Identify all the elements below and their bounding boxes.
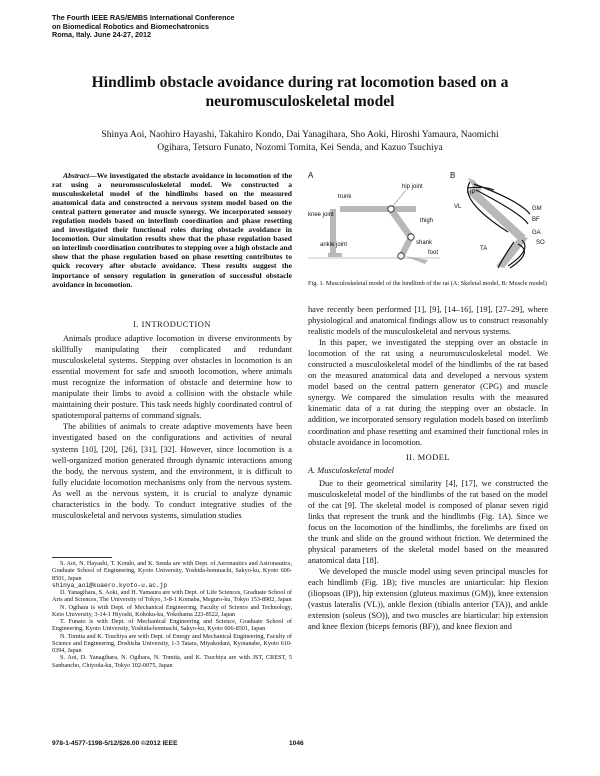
figure-caption: Fig. 1. Musculoskeletal model of the hindlimb of the rat (A: Skeletal model, B: Muscle model): [308, 280, 547, 287]
label-hip-joint: hip joint: [402, 184, 423, 190]
label-knee-joint: knee joint: [308, 212, 334, 218]
paragraph: We developed the muscle model using seven principal muscles for each hindlimb (Fig. 1B); five muscles are uniarticular: hip flexion (iliopsoas (IP)), hip extension (gluteus maximus (GM)), knee extension (vastus lateralis (VL)), ankle flexion (tibialis anterior (TA)), and ankle extension (soleus (SO)), and two muscles are biarticular: hip extension and knee flexion (biceps femoris (BF)), and knee flexion and: [308, 567, 548, 632]
figure-musculoskeletal-model: [308, 170, 548, 274]
abstract-text: —We investigated the obstacle avoidance in locomotion of the rat using a neuromusculoskeletal model. We constructed a musculoskeletal model of the hindlimbs based on the measured anatomical data and constructed a nervous system model based on the central pattern generator and muscle synergy. We incorporated sensory regulation models based on interlimb coordination and phase resetting and investigated their functional roles during obstacle avoidance in locomotion. Our simulation results show that the phase regulation based on interlimb coordination contributes to stepping over a high obstacle and show that the phase regulation based on phase resetting contributes to quick recovery after obstacle avoidance. These results suggest the importance of sensory regulation in generation of successful obstacle avoidance in locomotion.: [52, 171, 292, 289]
label-ip: IP: [470, 190, 476, 196]
footnote: S. Aoi, N. Hayashi, T. Kondo, and K. Senda are with Dept. of Aeronautics and Astronautics, Graduate School of Engineering, Kyoto University, Yoshida-honmachi, Sakyo-ku, Kyoto 606-8501, Japan shinya_aoi@kuaero.kyoto-u.ac.jp: [52, 560, 292, 589]
paragraph: Animals produce adaptive locomotion in diverse environments by skillfully manipulating their complicated and redundant musculoskeletal systems. Stepping over obstacles in locomotion is an essential movement for safe and smooth locomotion, where animals must recognize the information of obstacle and determine how to manipulate their limbs to avoid a collision with the obstacle while maintaining their posture. This task needs highly coordinated control of spatiotemporal patterns of command signals.: [52, 334, 292, 421]
conference-location: Roma, Italy. June 24-27, 2012: [52, 30, 151, 40]
footnote-divider: [52, 557, 112, 558]
page-number: 1046: [289, 740, 304, 747]
abstract-lead: Abstract: [63, 171, 90, 180]
label-ga: GA: [532, 230, 541, 236]
footnote: N. Ogihara is with Dept. of Mechanical Engineering, Faculty of Science and Technology, Keio University, 3-14-1 Hiyoshi, Kohoku-ku, Yokohama 223-8522, Japan: [52, 603, 292, 618]
forelimb-foot: [328, 253, 342, 257]
introduction-section: [52, 319, 292, 521]
footnote: S. Aoi, D. Yanagihara, N. Ogihara, N. Tomita, and K. Tsuchiya are with JST, CREST, 5 Sanbancho, Chiyoda-ku, Tokyo 102-0075, Japan: [52, 654, 292, 669]
label-foot: foot: [428, 250, 439, 256]
paragraph: Due to their geometrical similarity [4], [17], we constructed the musculoskeletal model of the hindlimbs of the rat based on the model of the cat [9]. The skeletal model is composed of planar seven rigid links that represent the trunk and the hindlimbs (Fig. 1A). Since we focus on the locomotion of the hindlimbs, the forelimbs are fixed on the trunk and slide on the ground without friction. We determined the physical parameters of the skeletal model based on the measured anatomical data [18].: [308, 478, 548, 566]
label-thigh: thigh: [420, 218, 434, 224]
label-bf: BF: [532, 217, 540, 223]
paper-title: [52, 73, 548, 111]
conference-line: The Fourth IEEE RAS/EMBS International Conference: [52, 13, 235, 22]
panel-label-a: A: [308, 171, 314, 180]
right-column: [308, 304, 548, 632]
footnote: N. Tomita and K. Tsuchiya are with Dept. of Energy and Mechanical Engineering, Faculty of Science and Engineering, Doshisha University, 1-3 Tatara, Miyakodani, Kyotanabe, Kyoto 610-0394, Japan: [52, 632, 292, 654]
label-shank: shank: [416, 240, 433, 246]
trunk-link: [340, 206, 416, 212]
paragraph: have recently been performed [1], [9], [14–16], [19], [27–29], where physiological and anatomical findings allow us to construct reasonably realistic models of the musculoskeletal and nervous systems.: [308, 305, 548, 337]
title-line: neuromusculoskeletal model: [205, 93, 395, 110]
author-line: Ogihara, Tetsuro Funato, Nozomi Tomita, Kei Senda, and Kazuo Tsuchiya: [157, 141, 443, 153]
label-trunk: trunk: [338, 194, 352, 200]
label-so: SO: [536, 240, 545, 246]
label-gm: GM: [532, 206, 542, 212]
isbn-copyright: 978-1-4577-1198-5/12/$26.00 ©2012 IEEE: [52, 740, 178, 747]
knee-joint: [408, 234, 414, 240]
footnotes: [52, 560, 292, 669]
conference-line: on Biomedical Robotics and Biomechatronics: [52, 21, 209, 31]
footnote: T. Funato is with Dept. of Mechanical Engineering and Science, Graduate School of Engineering, Kyoto University, Yoshida-honmachi, Sakyo-ku, Kyoto 606-8501, Japan: [52, 618, 292, 633]
author-list: [52, 129, 548, 154]
label-ankle-joint: ankle joint: [320, 242, 348, 248]
footnote: D. Yanagihara, S. Aoki, and H. Yamaura are with Dept. of Life Sciences, Graduate School of Arts and Sciences, The University of Tokyo, 3-8-1 Komaba, Meguro-ku, Tokyo 153-8902, Japan: [52, 589, 292, 604]
author-line: Shinya Aoi, Naohiro Hayashi, Takahiro Kondo, Dai Yanagihara, Sho Aoki, Hiroshi Yamaura, Naomichi: [101, 129, 499, 140]
paragraph: In this paper, we investigated the stepping over an obstacle in locomotion of the rat using a neuromusculoskeletal model. We constructed a musculoskeletal model of the hindlimbs of the rat based on the measured anatomical data and developed a nervous system model based on the central pattern generator (CPG) and muscle synergy. We compared the simulation results with the measured kinematic data of a rat during the stepping over an obstacle. In addition, we incorporated sensory regulation models based on interlimb coordination and phase resetting and examined their functional roles in obstacle avoidance in locomotion.: [308, 338, 548, 447]
hip-joint: [388, 206, 394, 212]
label-ta: TA: [480, 246, 488, 252]
subsection-heading: A. Musculoskeletal model: [308, 465, 394, 475]
conference-header: [52, 14, 235, 40]
label-vl: VL: [454, 204, 462, 210]
section-heading: II. MODEL: [405, 452, 451, 462]
abstract: [52, 171, 292, 289]
title-line: Hindlimb obstacle avoidance during rat locomotion based on a: [91, 74, 509, 91]
email-address: shinya_aoi@kuaero.kyoto-u.ac.jp: [52, 581, 168, 589]
paragraph: The abilities of animals to create adaptive movements have been investigated based on the configurations and activities of neural systems [10], [20], [26], [31], [32]. However, since locomotion is a well-organized motion generated through dynamic interactions among the body, the nervous system, and the environment, it is difficult to fully elucidate locomotion mechanisms only from the nervous system. As well as the nervous system, it is crucial to analyze dynamic characteristics in the body. To conduct integrative studies of the musculoskeletal and nervous systems, simulation studies: [52, 422, 292, 520]
section-heading: I. INTRODUCTION: [133, 320, 211, 329]
panel-label-b: B: [450, 171, 456, 180]
